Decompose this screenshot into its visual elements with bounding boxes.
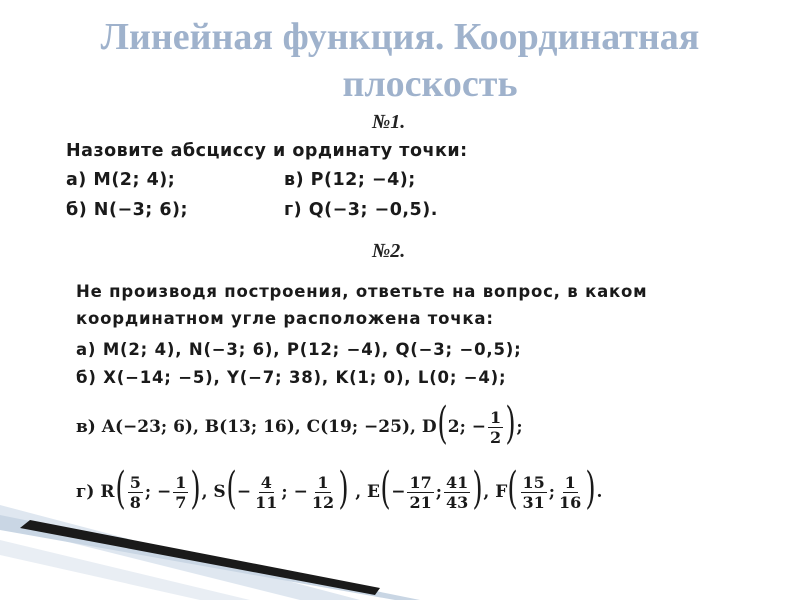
row-v-inner: 2; − xyxy=(447,417,487,437)
fraction: $\frac{5}{8}$ xyxy=(129,472,141,512)
fraction: $\frac{41}{43}$ xyxy=(445,472,469,512)
task1-number: №1. xyxy=(372,111,406,133)
right-paren: ) xyxy=(338,463,349,514)
fraction: $\frac{1}{16}$ xyxy=(559,472,582,512)
slide-title xyxy=(0,14,800,108)
row-v-text: в) A(−23; 6), B(13; 16), C(19; −25), D xyxy=(76,417,437,437)
right-paren: ) xyxy=(505,398,516,449)
fraction: $\frac{15}{31}$ xyxy=(522,472,545,512)
right-paren: ) xyxy=(190,463,202,514)
fraction: $\frac{1}{12}$ xyxy=(311,472,335,512)
fraction: $\frac{1}{7}$ xyxy=(175,472,187,512)
task1-row-b-right: г) Q(−3; −0,5). xyxy=(284,200,438,220)
minus-sign: − xyxy=(391,482,406,502)
task1-row-a-right: в) P(12; −4); xyxy=(284,170,416,190)
task2-row-a: а) M(2; 4), N(−3; 6), P(12; −4), Q(−3; −0,5); xyxy=(76,340,522,359)
row-v-end: ; xyxy=(516,417,523,437)
point-label: , S xyxy=(201,482,226,502)
task2-row-v xyxy=(76,398,523,452)
point-label: , E xyxy=(349,482,381,502)
end-period: . xyxy=(596,482,603,502)
title-line-2: плоскость xyxy=(342,63,518,105)
left-paren: ( xyxy=(507,463,519,514)
right-paren: ) xyxy=(585,463,597,514)
task1-row-a-left: а) M(2; 4); xyxy=(66,170,176,190)
left-paren: ( xyxy=(114,463,126,514)
separator: ; − xyxy=(281,482,308,502)
point-label: , F xyxy=(483,482,508,502)
task2-number: №2. xyxy=(372,240,406,262)
left-paren: ( xyxy=(436,398,448,449)
fraction: $\frac{17}{21}$ xyxy=(409,472,432,512)
separator: ; xyxy=(548,482,556,502)
right-paren: ) xyxy=(472,463,483,514)
fraction: $\frac{4}{11}$ xyxy=(255,472,278,512)
title-line-1: Линейная функция. Координатная xyxy=(100,16,700,58)
separator: ; xyxy=(435,482,442,502)
left-paren: ( xyxy=(380,463,391,514)
task1-prompt: Назовите абсциссу и ординату точки: xyxy=(66,141,468,161)
task2-row-g xyxy=(76,463,603,517)
task2-prompt-line1: Не производя построения, ответьте на вопрос, в каком xyxy=(76,282,648,301)
left-paren: ( xyxy=(226,463,237,514)
task2-prompt-line2: координатном угле расположена точка: xyxy=(76,309,494,328)
fraction: $\frac{1}{2}$ xyxy=(490,407,502,447)
separator: ; − xyxy=(144,482,172,502)
row-g-label: г) R xyxy=(76,482,115,502)
minus-sign: − xyxy=(236,482,252,502)
task1-row-b-left: б) N(−3; 6); xyxy=(66,200,189,220)
task2-row-b: б) X(−14; −5), Y(−7; 38), K(1; 0), L(0; −4); xyxy=(76,368,507,387)
